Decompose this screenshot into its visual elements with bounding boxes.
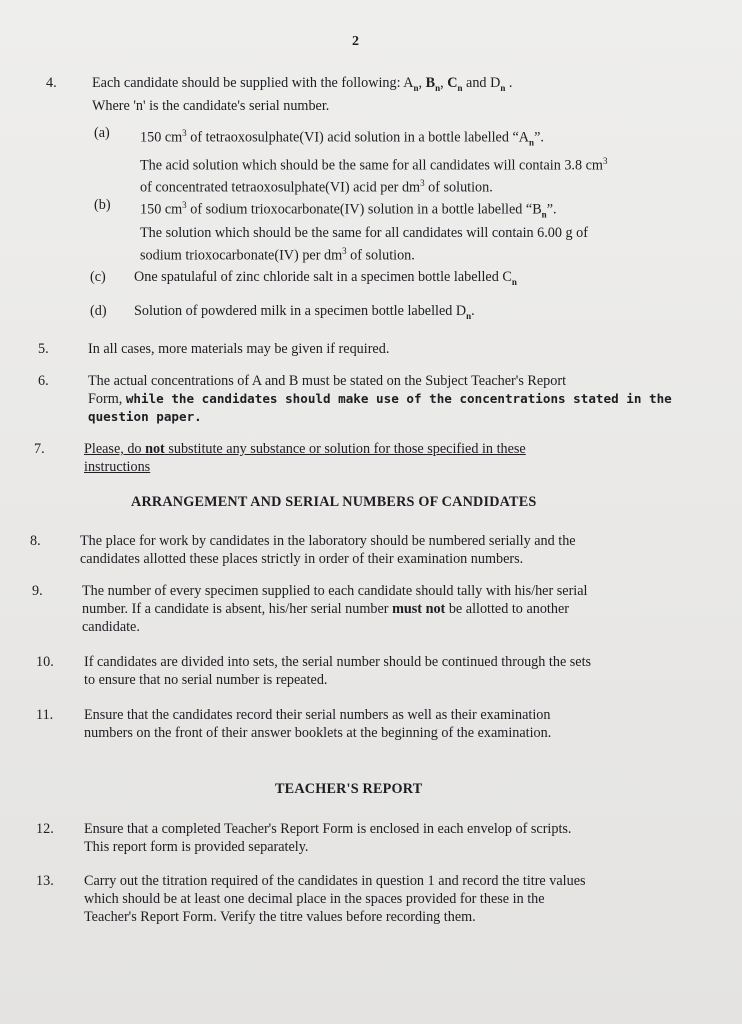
- item-9-line-2: number. If a candidate is absent, his/her serial number must not be allotted to another: [82, 601, 569, 617]
- item-4a: (a) 150 $cm^3$ of tetraoxosulphate(VI) acid solution in a bottle labelled “$A_n$”. The acid solution which should be the same for all candidates will contain 3.8 $cm^3$ of concentrated tetraoxosulphate(VI) acid per $dm^3$ of solution.: [94, 124, 704, 180]
- item-4a-line-1: 150 $cm^3$ of tetraoxosulphate(VI) acid solution in a bottle labelled “$A_n$”.: [140, 128, 544, 148]
- item-6-line-1: The actual concentrations of A and B must be stated on the Subject Teacher's Report: [88, 373, 567, 389]
- item-13-line-1: Carry out the titration required of the candidates in question 1 and record the titre values: [84, 873, 586, 889]
- item-number: 4.: [46, 75, 57, 91]
- item-4b: (b) 150 $cm^3$ of sodium trioxocarbonate(IV) solution in a bottle labelled “$B_n$”. The solution which should be the same for all candidates will contain 6.00 g of sodium trioxocarbonate(IV) per $dm^3$ of solution.: [94, 196, 704, 252]
- item-12: 12. Ensure that a completed Teacher's Report Form is enclosed in each envelop of scripts. This report form is provided separately.: [36, 820, 716, 858]
- page-number: 2: [352, 34, 359, 49]
- item-8-line-1: The place for work by candidates in the laboratory should be numbered serially and the: [80, 533, 576, 549]
- item-13-line-2: which should be at least one decimal place in the spaces provided for these in the: [84, 891, 545, 907]
- item-10: 10. If candidates are divided into sets, the serial number should be continued through the sets to ensure that no serial number is repeated.: [36, 653, 716, 691]
- section-heading-teachers-report: TEACHER'S REPORT: [275, 781, 423, 797]
- item-11-line-1: Ensure that the candidates record their serial numbers as well as their examination: [84, 707, 551, 723]
- item-12-line-1: Ensure that a completed Teacher's Report Form is enclosed in each envelop of scripts.: [84, 821, 572, 837]
- item-5-text: In all cases, more materials may be given if required.: [88, 341, 390, 357]
- item-6-line-3: question paper.: [88, 409, 202, 424]
- item-13: 13. Carry out the titration required of the candidates in question 1 and record the titre values which should be at least one decimal place in the spaces provided for these in the Teacher's Report Form. Verify the titre values before recording them.: [36, 872, 716, 928]
- item-4b-line-3: sodium trioxocarbonate(IV) per $dm^3$ of solution.: [140, 245, 415, 264]
- item-6: 6. The actual concentrations of A and B must be stated on the Subject Teacher's Report Form, while the candidates should make use of the concentrations stated in the question paper.: [38, 372, 698, 428]
- item-10-line-1: If candidates are divided into sets, the serial number should be continued through the sets: [84, 654, 592, 670]
- section-heading-arrangement: ARRANGEMENT AND SERIAL NUMBERS OF CANDIDATES: [131, 494, 537, 510]
- item-4-line-1: Each candidate should be supplied with the following: $A_n$, $B_n$, $C_n$ and $D_n$ .: [92, 75, 513, 93]
- item-4b-line-1: 150 $cm^3$ of sodium trioxocarbonate(IV) solution in a bottle labelled “$B_n$”.: [140, 200, 557, 220]
- item-7: 7. Please, do not substitute any substance or solution for those specified in these instructions: [34, 440, 694, 478]
- item-5: 5. In all cases, more materials may be given if required.: [38, 340, 698, 360]
- item-7-line-1: Please, do not substitute any substance or solution for those specified in these: [84, 441, 526, 457]
- item-4a-line-3: of concentrated tetraoxosulphate(VI) acid per $dm^3$ of solution.: [140, 178, 493, 197]
- item-8: 8. The place for work by candidates in the laboratory should be numbered serially and the candidates allotted these places strictly in order of their examination numbers.: [30, 532, 710, 570]
- item-9-line-3: candidate.: [82, 619, 140, 635]
- item-9: 9. The number of every specimen supplied to each candidate should tally with his/her serial number. If a candidate is absent, his/her serial number must not be allotted to another candidate.: [32, 582, 712, 638]
- item-13-line-3: Teacher's Report Form. Verify the titre values before recording them.: [84, 909, 476, 925]
- item-4d-line-1: Solution of powdered milk in a specimen bottle labelled $D_n$.: [134, 303, 475, 321]
- item-4c: (c) One spatulaful of zinc chloride salt in a specimen bottle labelled $C_n$: [90, 268, 700, 288]
- item-4a-line-2: The acid solution which should be the same for all candidates will contain 3.8 $cm^3$: [140, 155, 608, 174]
- item-4c-line-1: One spatulaful of zinc chloride salt in a specimen bottle labelled $C_n$: [134, 269, 517, 287]
- item-11-line-2: numbers on the front of their answer booklets at the beginning of the examination.: [84, 725, 552, 741]
- item-4-line-2: Where 'n' is the candidate's serial number.: [92, 97, 330, 114]
- item-12-line-2: This report form is provided separately.: [84, 839, 309, 855]
- item-4b-line-2: The solution which should be the same for all candidates will contain 6.00 g of: [140, 224, 588, 241]
- item-9-line-1: The number of every specimen supplied to each candidate should tally with his/her serial: [82, 583, 588, 599]
- item-11: 11. Ensure that the candidates record their serial numbers as well as their examination numbers on the front of their answer booklets at the beginning of the examination.: [36, 706, 716, 744]
- item-7-line-2: instructions: [84, 459, 151, 475]
- item-4: [46, 74, 706, 114]
- item-4d: (d) Solution of powdered milk in a specimen bottle labelled $D_n$.: [90, 302, 700, 322]
- item-6-line-2: Form, while the candidates should make use of the concentrations stated in the: [88, 391, 672, 407]
- item-8-line-2: candidates allotted these places strictly in order of their examination numbers.: [80, 551, 524, 567]
- item-10-line-2: to ensure that no serial number is repeated.: [84, 672, 328, 688]
